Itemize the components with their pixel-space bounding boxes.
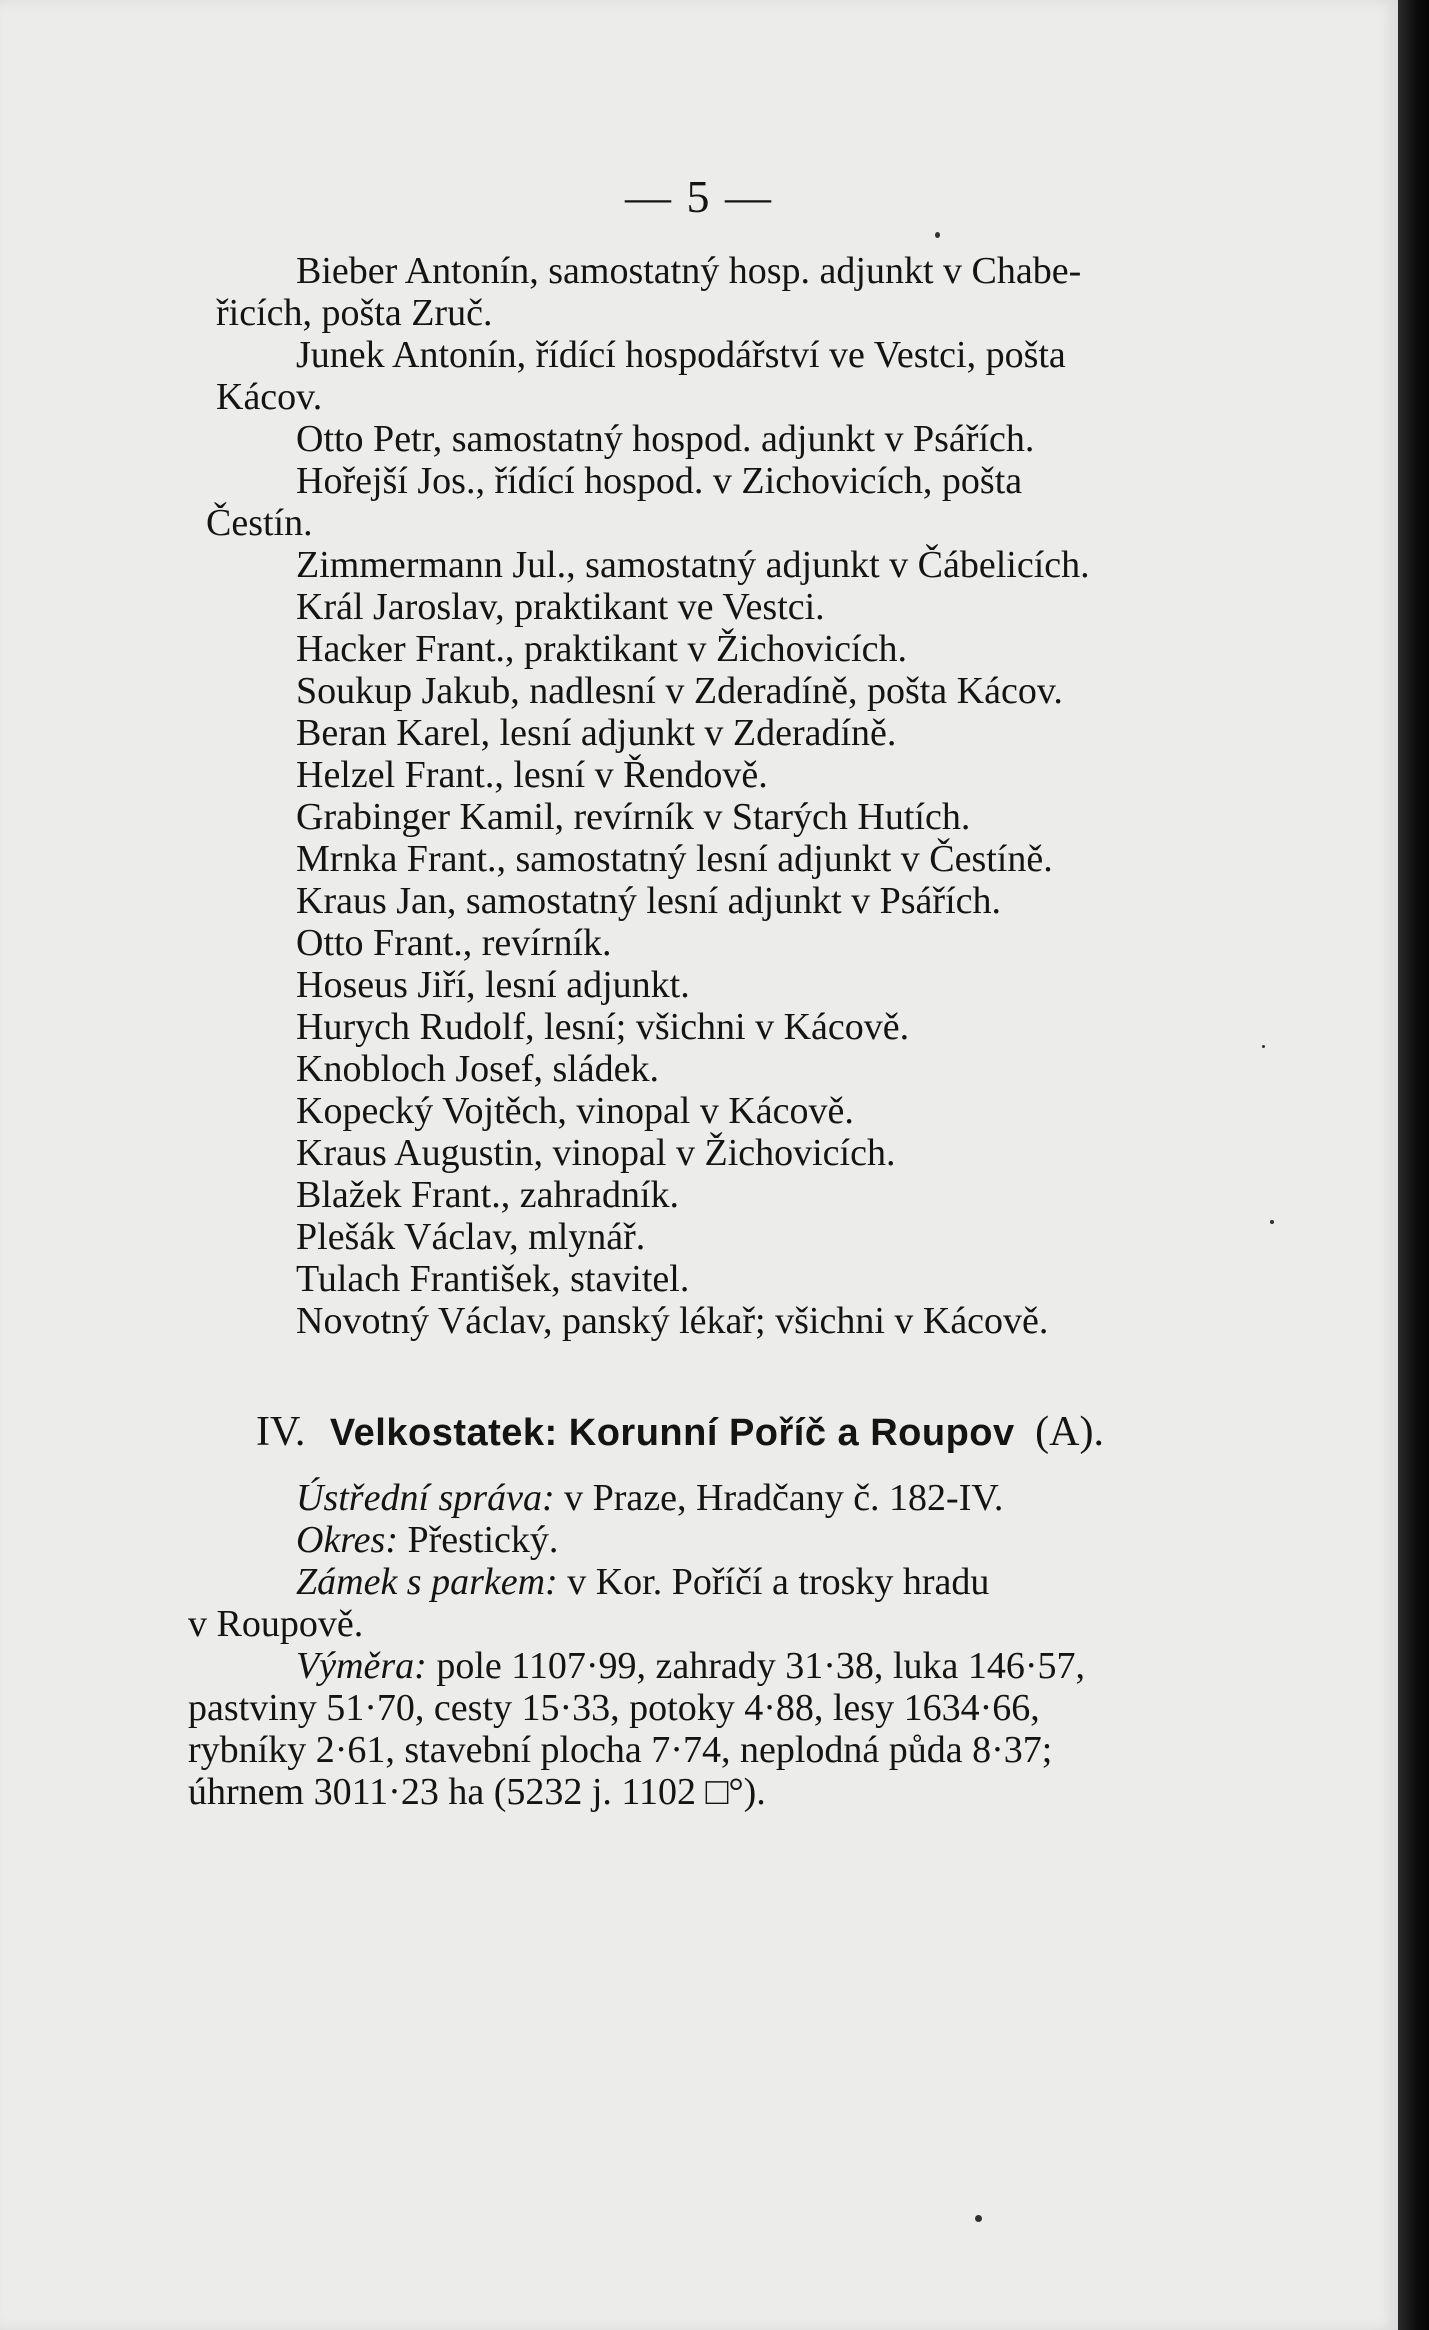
area-value: pole 1107·99, zahrady 31·38, luka 146·57, (436, 1645, 1085, 1687)
text-line: Čestín. (206, 502, 313, 544)
list-item: Soukup Jakub, nadlesní v Zderadíně, pošta Kácov. (296, 670, 1063, 712)
list-item: Knobloch Josef, sládek. (296, 1048, 660, 1090)
section-heading (188, 1406, 1224, 1459)
district-label: Okres: (296, 1519, 398, 1561)
castle-line-cont: v Roupově. (188, 1603, 364, 1645)
ink-speck (975, 2215, 982, 2222)
list-item: Grabinger Kamil, revírník v Starých Hutích. (296, 796, 971, 838)
page-number: — 5 — (625, 171, 773, 222)
text-line: Bieber Antonín, samostatný hosp. adjunkt v Chabe- (296, 250, 1082, 292)
list-item: Kopecký Vojtěch, vinopal v Kácově. (296, 1090, 854, 1132)
list-item: Král Jaroslav, praktikant ve Vestci. (296, 586, 825, 628)
text-line: Hořejší Jos., řídící hospod. v Zichovicích, pošta (296, 460, 1023, 502)
list-item: Hacker Frant., praktikant v Žichovicích. (296, 628, 907, 670)
castle-line (188, 1561, 1224, 1603)
list-item: Kraus Augustin, vinopal v Žichovicích. (296, 1132, 896, 1174)
opening-entries (188, 250, 1224, 544)
text-body (188, 250, 1224, 1813)
district-line (188, 1519, 1224, 1561)
staff-list (188, 544, 1224, 1342)
estate-details (188, 1477, 1224, 1813)
list-item: Tulach František, stavitel. (296, 1258, 690, 1300)
text-line: řicích, pošta Zruč. (216, 292, 493, 334)
list-item: Plešák Václav, mlynář. (296, 1216, 646, 1258)
section-suffix: (A). (1035, 1409, 1104, 1455)
castle-value: v Kor. Poříčí a trosky hradu (567, 1561, 990, 1603)
area-line-cont: pastviny 51·70, cesty 15·33, potoky 4·88, lesy 1634·66, (188, 1687, 1040, 1729)
list-item: Mrnka Frant., samostatný lesní adjunkt v Čestíně. (296, 838, 1053, 880)
list-item: Otto Frant., revírník. (296, 922, 612, 964)
area-line-cont: úhrnem 3011·23 ha (5232 j. 1102 □°). (188, 1771, 766, 1813)
text-line: Kácov. (216, 376, 323, 418)
section-numeral: IV. (256, 1409, 306, 1455)
text-line: Junek Antonín, řídící hospodářství ve Vestci, pošta (296, 334, 1066, 376)
list-item: Hurych Rudolf, lesní; všichni v Kácově. (296, 1006, 910, 1048)
list-item: Beran Karel, lesní adjunkt v Zderadíně. (296, 712, 897, 754)
central-admin-line (188, 1477, 1224, 1519)
page-edge-shadow (1398, 0, 1429, 2330)
ink-speck (935, 232, 940, 238)
ink-speck (1262, 1045, 1265, 1048)
castle-label: Zámek s parkem: (296, 1561, 558, 1603)
central-admin-label: Ústřední správa: (296, 1477, 555, 1519)
list-item: Hoseus Jiří, lesní adjunkt. (296, 964, 690, 1006)
list-item: Novotný Václav, panský lékař; všichni v Kácově. (296, 1300, 1049, 1342)
ink-speck (1270, 1220, 1274, 1224)
list-item: Blažek Frant., zahradník. (296, 1174, 680, 1216)
list-item: Helzel Frant., lesní v Řendově. (296, 754, 768, 796)
district-value: Přestický. (407, 1519, 559, 1561)
central-admin-value: v Praze, Hradčany č. 182-IV. (564, 1477, 1004, 1519)
area-line (188, 1645, 1224, 1687)
area-label: Výměra: (296, 1645, 427, 1687)
text-line: Otto Petr, samostatný hospod. adjunkt v Psářích. (296, 418, 1035, 460)
section-title: Velkostatek: Korunní Poříč a Roupov (329, 1412, 1015, 1454)
list-item: Kraus Jan, samostatný lesní adjunkt v Psářích. (296, 880, 1002, 922)
list-item: Zimmermann Jul., samostatný adjunkt v Čábelicích. (296, 544, 1090, 586)
area-line-cont: rybníky 2·61, stavební plocha 7·74, neplodná půda 8·37; (188, 1729, 1053, 1771)
